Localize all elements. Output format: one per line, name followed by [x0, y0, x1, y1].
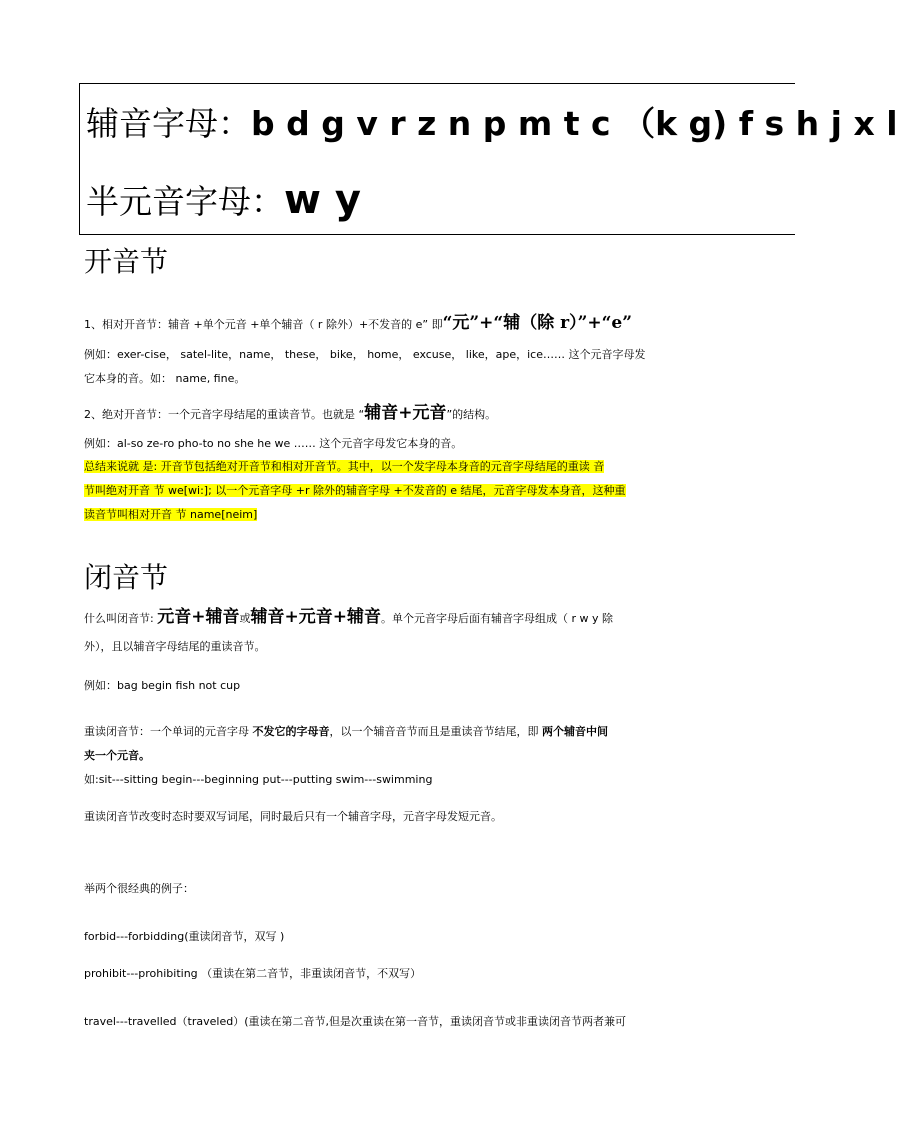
semivowel-letters: w y — [284, 177, 361, 223]
closed-example: 例如：bag begin fish not cup — [84, 679, 241, 692]
closed-definition-text: 。单个元音字母后面有辅音字母组成（ r w y 除 — [380, 612, 613, 625]
summary-block — [84, 455, 714, 527]
closed-formula-1: 元音+辅音 — [157, 607, 240, 627]
consonant-letters-line — [86, 98, 898, 145]
closed-syllable-heading: 闭音节 — [84, 561, 169, 594]
doubling-rule: 重读闭音节改变时态时要双写词尾，同时最后只有一个辅音字母，元音字母发短元音。 — [84, 810, 502, 823]
absolute-open-formula: 辅音+元音 — [364, 403, 447, 423]
classic-example-2: prohibit---prohibiting （重读在第二音节，非重读闭音节，不双写） — [84, 967, 422, 980]
classic-examples-intro: 举两个很经典的例子： — [84, 882, 194, 895]
absolute-open-text-end: ”的结构。 — [446, 408, 497, 421]
stressed-closed-line-1 — [84, 719, 714, 745]
example-2: 例如：al-so ze-ro pho-to no she he we …… 这个元音字母发它本身的音。 — [84, 437, 463, 450]
closed-definition-line-2: 外），且以辅音字母结尾的重读音节。 — [84, 640, 266, 653]
stressed-closed-examples: 如:sit---sitting begin---beginning put---putting swim---swimming — [84, 773, 433, 786]
semivowel-label: 半元音字母： — [86, 182, 284, 221]
relative-open-text: 1、相对开音节：辅音 +单个元音 +单个辅音（ r 除外）+不发音的 e” 即 — [84, 318, 443, 331]
stressed-closed-text: 重读闭音节：一个单词的元音字母 — [84, 725, 253, 738]
summary-line-3: 读音节叫相对开音 节 name[neim] — [84, 508, 258, 521]
open-syllable-heading: 开音节 — [84, 245, 169, 278]
stressed-closed-text-2: ，以一个辅音音节而且是重读音节结尾，即 — [329, 725, 542, 738]
summary-line-2: 节叫绝对开音 节 we[wi:]; 以一个元音字母 +r 除外的辅音字母 +不发音的 e 结尾，元音字母发本身音，这种重 — [84, 484, 626, 497]
consonant-label: 辅音字母： — [86, 104, 251, 143]
relative-open-formula: “元”+“辅（除 r）”+“e” — [442, 313, 632, 333]
absolute-open-text: 2、绝对开音节：一个元音字母结尾的重读音节。也就是 “ — [84, 408, 365, 421]
classic-example-3: travel---travelled（traveled）(重读在第二音节,但是次重读在第一音节，重读闭音节或非重读闭音节两者兼可 — [84, 1015, 626, 1028]
closed-or: 或 — [239, 612, 251, 625]
relative-open-syllable — [84, 310, 714, 338]
example-1-line-2: 它本身的音。如： name, fine。 — [84, 372, 246, 385]
semivowel-letters-line — [86, 176, 361, 223]
consonant-letters: b d g v r z n p m t c （k g) f s h j x l — [251, 104, 898, 143]
letters-box — [79, 83, 898, 235]
classic-example-1: forbid---forbidding(重读闭音节，双写 ) — [84, 930, 285, 943]
absolute-open-syllable — [84, 400, 714, 428]
closed-definition-label: 什么叫闭音节: — [84, 612, 158, 625]
stressed-closed-line-2: 夹一个元音。 — [84, 749, 150, 762]
summary-line-1: 总结来说就 是: 开音节包括绝对开音节和相对开音节。其中，以一个发字母本身音的元音字母结尾的重读 音 — [84, 460, 605, 473]
stressed-closed-bold-1: 不发它的字母音 — [252, 725, 330, 738]
example-1-line-1: 例如：exer-cise， satel-lite，name， these， bike， home， excuse， like，ape，ice…… 这个元音字母发 — [84, 348, 646, 361]
stressed-closed-bold-2: 两个辅音中间 — [542, 725, 608, 738]
closed-formula-2: 辅音+元音+辅音 — [250, 607, 381, 627]
closed-definition-line-1 — [84, 604, 714, 632]
